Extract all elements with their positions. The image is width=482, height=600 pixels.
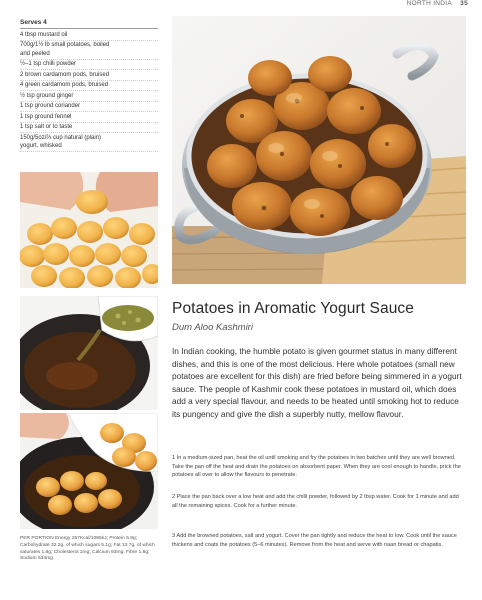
- hero-photo-dish: [172, 16, 466, 284]
- dish-illustration: [172, 16, 466, 284]
- adding-spices-illustration: [20, 296, 158, 410]
- ingredient-text: 150g/5oz/⅔ cup natural (plain) yogurt, whisked: [20, 134, 102, 149]
- recipe-intro: In Indian cooking, the humble potato is given gourmet status in many different dishes, and this is one of the most delicious. Here whole potatoes (small new potatoes are excellent for this dish) are fried before being simmered in a yogurt sauce. The people of Kashmir cook these potatoes in mustard oil, which does add a very special flavour, and needs to be heated until smoking hot to reduce its pungency and give the dish a superbly nutty, mellow flavour.: [172, 346, 462, 419]
- pricking-potatoes-illustration: [20, 172, 158, 288]
- ingredient-text: 700g/1½ lb small potatoes, boiled and peeled: [20, 42, 110, 57]
- section-name: NORTH INDIA: [406, 0, 453, 7]
- ingredient-item: ½–1 tsp chilli powder: [20, 60, 158, 71]
- ingredient-item: 1 tsp ground fennel: [20, 112, 158, 123]
- running-header: [407, 0, 468, 12]
- step-photo-add-potatoes: [20, 413, 158, 529]
- recipe-subtitle: Dum Aloo Kashmiri: [172, 322, 253, 333]
- method-step-3: 3 Add the browned potatoes, salt and yogurt. Cover the pan tightly and reduce the heat to low. Cook until the sauce thickens and coats the potatoes (5–6 minutes). Remove from the heat and serve with naan bread or chapatis.: [172, 533, 457, 548]
- method-step-1: 1 In a medium-sized pan, heat the oil until smoking and fry the potatoes in two batches until they are well browned. Take the pan off the heat and drain the potatoes on absorbent paper. When they are cool enough to handle, prick the potatoes all over to allow the flavours to penetrate.: [172, 455, 461, 479]
- ingredient-list: [20, 30, 158, 152]
- serves-label: Serves 4: [20, 19, 158, 29]
- ingredient-item: 4 green cardamom pods, bruised: [20, 81, 158, 92]
- ingredient-item: [20, 133, 158, 152]
- ingredient-item: 1 tsp ground coriander: [20, 102, 158, 113]
- page-number: 35: [460, 0, 468, 7]
- step-photo-add-spices: [20, 296, 158, 410]
- ingredients-panel: [20, 19, 158, 152]
- ingredient-item: ½ tsp ground ginger: [20, 91, 158, 102]
- recipe-title: Potatoes in Aromatic Yogurt Sauce: [172, 300, 414, 317]
- nutrition-info: PER PORTION Energy 267Kcal/1095kJ; Protein 5.8g; Carbohydrate 32.2g, of which sugars 5.1g; Fat 13.7g, of which saturates 1.8g; Cholesterol 1mg; Calcium 93mg; Fibre 1.8g; Sodium 534mg.: [20, 536, 155, 562]
- method-step-2: 2 Place the pan back over a low heat and add the chilli powder, followed by 2 tbsp water. Cook for 1 minute and add all the remaining spices. Cook for a further minute.: [172, 494, 459, 509]
- ingredient-item: [20, 41, 158, 60]
- step-photo-prick-potatoes: [20, 172, 158, 288]
- ingredient-item: 2 brown cardamom pods, bruised: [20, 70, 158, 81]
- adding-potatoes-illustration: [20, 413, 158, 529]
- ingredient-item: 1 tsp salt or to taste: [20, 123, 158, 134]
- ingredient-item: 4 tbsp mustard oil: [20, 30, 158, 41]
